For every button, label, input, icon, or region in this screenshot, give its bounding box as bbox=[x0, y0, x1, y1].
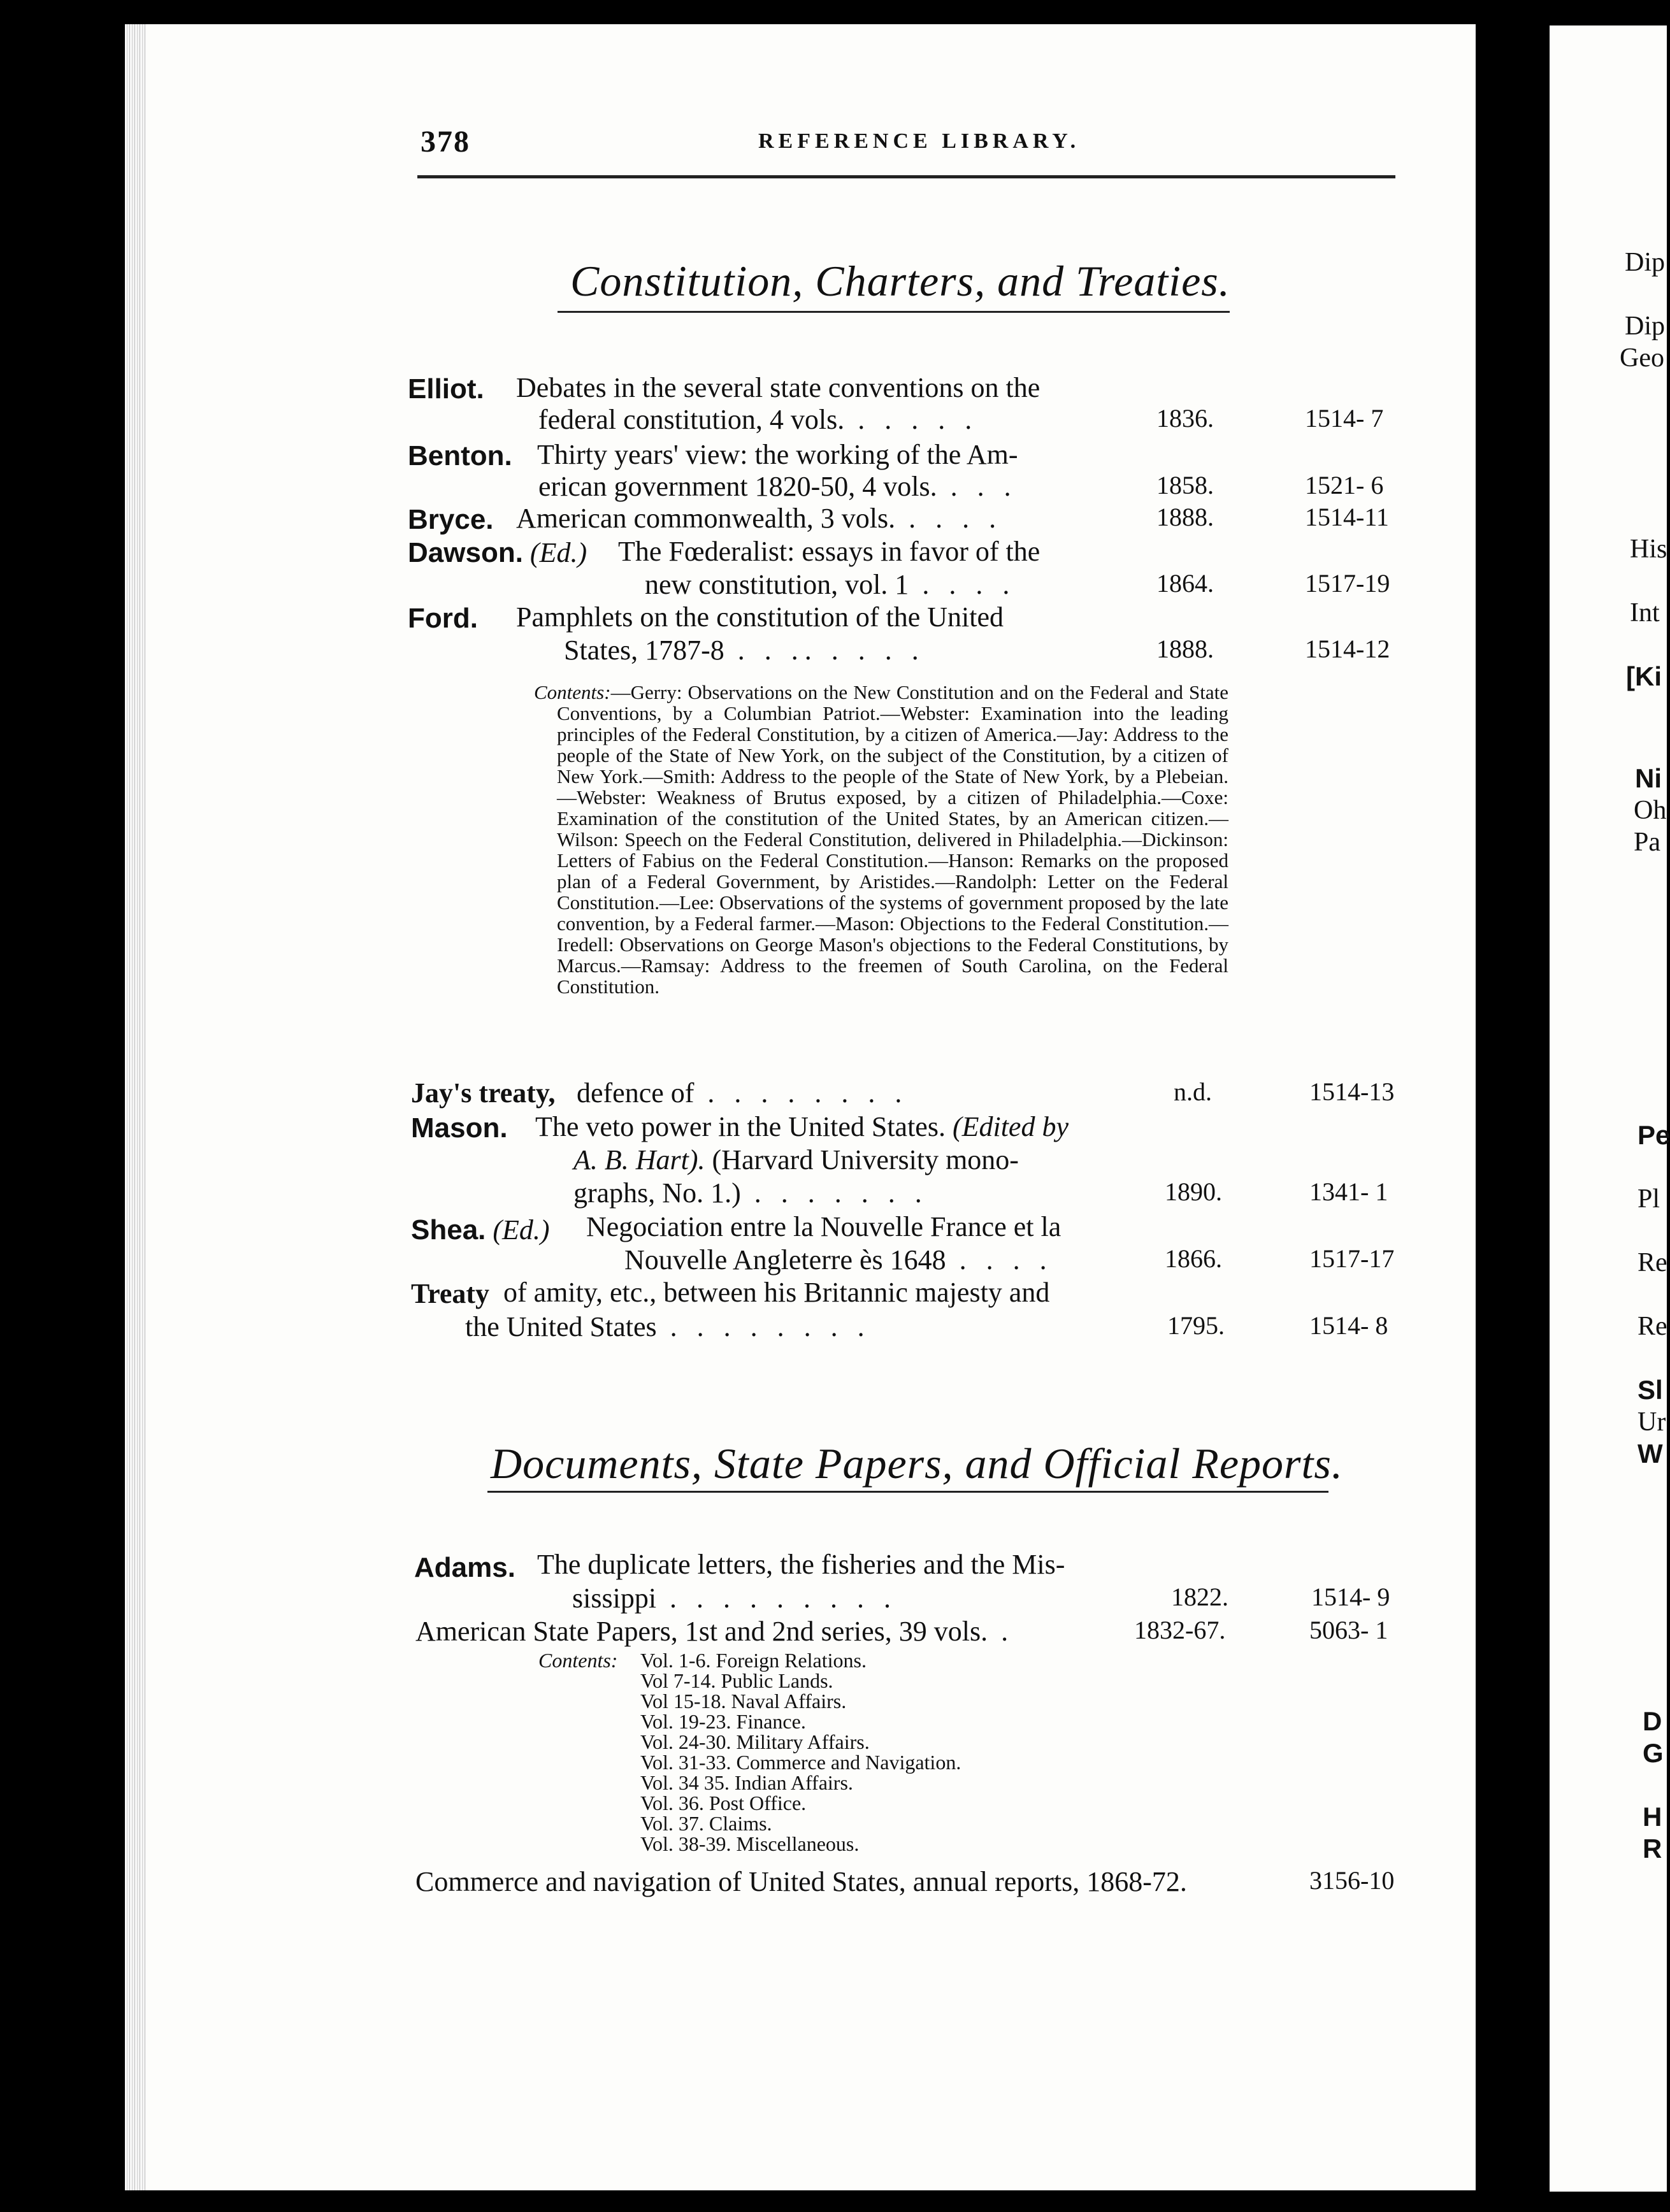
entry-title-line: new constitution, vol. 1 . . . . bbox=[645, 569, 1016, 600]
volume-item: Vol. 24-30. Military Affairs. bbox=[640, 1730, 870, 1753]
adjacent-page-text: Pa bbox=[1634, 828, 1660, 857]
adjacent-page-text: W bbox=[1638, 1439, 1663, 1469]
entry-title-line: the United States . . . . . . . . bbox=[465, 1311, 871, 1342]
adjacent-page-text: D bbox=[1643, 1706, 1662, 1736]
entry-call-number: 1514-11 bbox=[1305, 503, 1389, 531]
adjacent-page-text: Re bbox=[1638, 1248, 1667, 1277]
adjacent-page-text: His bbox=[1630, 535, 1667, 564]
entry-call-number: 5063- 1 bbox=[1309, 1616, 1388, 1644]
entry-author: Treaty bbox=[411, 1278, 489, 1309]
entry-call-number: 1521- 6 bbox=[1305, 471, 1384, 499]
entry-call-number: 1514-12 bbox=[1305, 635, 1390, 663]
adjacent-page-text: Sl bbox=[1638, 1375, 1663, 1405]
volume-item: Vol. 36. Post Office. bbox=[640, 1792, 807, 1814]
entry-title-line: A. B. Hart). (Harvard University mono- bbox=[573, 1144, 1019, 1175]
volume-item: Vol. 37. Claims. bbox=[640, 1812, 772, 1835]
entry-year: 1866. bbox=[1165, 1244, 1222, 1273]
entry-title-line: Nouvelle Angleterre ès 1648 . . . . bbox=[624, 1244, 1053, 1275]
entry-title-line: The veto power in the United States. (Edited by bbox=[535, 1111, 1069, 1142]
adjacent-page-text: Int bbox=[1630, 598, 1660, 628]
volume-item: Vol 15-18. Naval Affairs. bbox=[640, 1690, 847, 1713]
entry-title-line: American commonwealth, 3 vols. . . . . bbox=[516, 503, 1003, 534]
entry-title-line: The Fœderalist: essays in favor of the bbox=[618, 536, 1040, 567]
entry-title-line: States, 1787-8 . . .. . . . . bbox=[564, 635, 925, 666]
adjacent-page-text: Dip bbox=[1625, 312, 1665, 341]
entry-year: 1832-67. bbox=[1134, 1616, 1226, 1644]
section-title-underline bbox=[558, 311, 1230, 313]
entry-author: Dawson. (Ed.) bbox=[408, 537, 587, 568]
section-title-underline bbox=[487, 1491, 1328, 1493]
entry-call-number: 1514- 8 bbox=[1309, 1311, 1388, 1340]
entry-year: 1822. bbox=[1171, 1583, 1228, 1611]
entry-title-line: American State Papers, 1st and 2nd series, 39 vols. . bbox=[415, 1616, 1015, 1647]
adjacent-page-text: H bbox=[1643, 1802, 1662, 1832]
entry-call-number: 1517-19 bbox=[1305, 569, 1390, 598]
volumes-contents-label: Contents: bbox=[538, 1649, 618, 1672]
contents-label: Contents: bbox=[534, 681, 611, 703]
entry-title-line: erican government 1820-50, 4 vols. . . . bbox=[538, 471, 1018, 502]
contents-text: —Gerry: Observations on the New Constitution and on the Federal and State Conventions, by a Columbian Patriot.—Webster: Examination into the leading principles of the Federal Constitution, by a citizen of America.—Jay: Address to the people of the State of New York, on the subject of the Constitution, by a citizen of New York.—Smith: Address to the people of the State of New York, by a Plebeian.—Webster: Weakness of Brutus exposed, by a citizen of Philadelphia.—Coxe: Examination of the constitution of the United States, by an American citizen.—Wilson: Speech on the Federal Constitution, delivered in Philadelphia.—Dickinson: Letters of Fabius on the Federal Constitution.—Hanson: Remarks on the proposed plan of a Federal Government, by Aristides.—Randolph: Letter on the Federal Constitution.—Lee: Observations of the systems of government proposed by the late convention, by a Federal farmer.—Mason: Objections to the Federal Constitution.—Iredell: Observations on George Mason's objections to the Federal Constitutions, by Marcus.—Ramsay: Address to the freemen of South Carolina, on the Federal Constitution. bbox=[557, 681, 1228, 998]
volume-item: Vol. 1-6. Foreign Relations. bbox=[640, 1649, 867, 1672]
book-spine-shadow bbox=[1522, 25, 1550, 2192]
adjacent-page-text: Oh bbox=[1634, 796, 1667, 825]
contents-paragraph bbox=[534, 682, 1228, 997]
entry-title-line: federal constitution, 4 vols. . . . . . bbox=[538, 404, 979, 435]
entry-title-line: The duplicate letters, the fisheries and the Mis- bbox=[537, 1549, 1065, 1580]
adjacent-page-text: Dip bbox=[1625, 248, 1665, 277]
entry-call-number: 1517-17 bbox=[1309, 1244, 1395, 1273]
entry-call-number: 1341- 1 bbox=[1309, 1177, 1388, 1206]
entry-year: 1864. bbox=[1156, 569, 1214, 598]
entry-year: 1888. bbox=[1156, 503, 1214, 531]
adjacent-page-text: Pl bbox=[1638, 1184, 1660, 1214]
entry-author: Adams. bbox=[414, 1552, 515, 1583]
adjacent-page-text: R bbox=[1643, 1834, 1662, 1864]
adjacent-page-text: Ur bbox=[1638, 1407, 1666, 1437]
entry-author: Mason. bbox=[411, 1112, 508, 1144]
running-title: REFERENCE LIBRARY. bbox=[758, 129, 1081, 153]
adjacent-page bbox=[1522, 25, 1670, 2192]
volume-item: Vol. 34 35. Indian Affairs. bbox=[640, 1771, 853, 1794]
volume-list bbox=[640, 1650, 961, 1854]
entry-title-line: Thirty years' view: the working of the Am- bbox=[537, 439, 1018, 470]
entry-title-line: of amity, etc., between his Britannic majesty and bbox=[503, 1277, 1050, 1308]
entry-year: 1836. bbox=[1156, 404, 1214, 433]
entry-author: Benton. bbox=[408, 440, 512, 471]
adjacent-page-text: [Ki bbox=[1626, 661, 1662, 691]
entry-author: Bryce. bbox=[408, 504, 494, 535]
section-title-documents: Documents, State Papers, and Official Reports. bbox=[491, 1439, 1343, 1488]
entry-author: Ford. bbox=[408, 603, 478, 634]
adjacent-page-text: Re bbox=[1638, 1312, 1667, 1341]
page-edges bbox=[125, 24, 147, 2190]
entry-title-line: Negociation entre la Nouvelle France et la bbox=[586, 1211, 1062, 1242]
entry-year: 1890. bbox=[1165, 1177, 1222, 1206]
entry-call-number: 1514-13 bbox=[1309, 1077, 1395, 1106]
page-number: 378 bbox=[421, 125, 470, 159]
entry-year: 1795. bbox=[1167, 1311, 1225, 1340]
entry-author: Shea. (Ed.) bbox=[411, 1214, 550, 1246]
entry-title-line: sissippi . . . . . . . . . bbox=[572, 1583, 898, 1614]
entry-title-line: Debates in the several state conventions on the bbox=[516, 372, 1040, 403]
volume-item: Vol. 31-33. Commerce and Navigation. bbox=[640, 1751, 961, 1774]
entry-year: n.d. bbox=[1174, 1077, 1212, 1106]
volume-item: Vol. 19-23. Finance. bbox=[640, 1710, 806, 1733]
volume-item: Vol. 38-39. Miscellaneous. bbox=[640, 1832, 860, 1855]
entry-author: Elliot. bbox=[408, 373, 484, 405]
entry-call-number: 1514- 9 bbox=[1311, 1583, 1390, 1611]
entry-title-line: Pamphlets on the constitution of the United bbox=[516, 601, 1004, 633]
entry-title-line: Commerce and navigation of United States, annual reports, 1868-72. bbox=[415, 1866, 1187, 1897]
entry-year: 1888. bbox=[1156, 635, 1214, 663]
section-title-constitution: Constitution, Charters, and Treaties. bbox=[570, 257, 1230, 305]
entry-call-number: 1514- 7 bbox=[1305, 404, 1384, 433]
adjacent-page-text: Pe bbox=[1638, 1120, 1670, 1150]
entry-year: 1858. bbox=[1156, 471, 1214, 499]
entry-call-number: 3156-10 bbox=[1309, 1866, 1395, 1895]
adjacent-page-text: G bbox=[1643, 1738, 1664, 1768]
volume-item: Vol 7-14. Public Lands. bbox=[640, 1669, 833, 1692]
entry-title-line: defence of . . . . . . . . bbox=[577, 1077, 909, 1109]
adjacent-page-text: Ni bbox=[1635, 763, 1662, 793]
header-rule bbox=[417, 175, 1395, 178]
entry-title-line: graphs, No. 1.) . . . . . . . bbox=[573, 1177, 928, 1209]
adjacent-page-text: Geo bbox=[1620, 343, 1664, 373]
entry-author: Jay's treaty, bbox=[411, 1077, 556, 1109]
